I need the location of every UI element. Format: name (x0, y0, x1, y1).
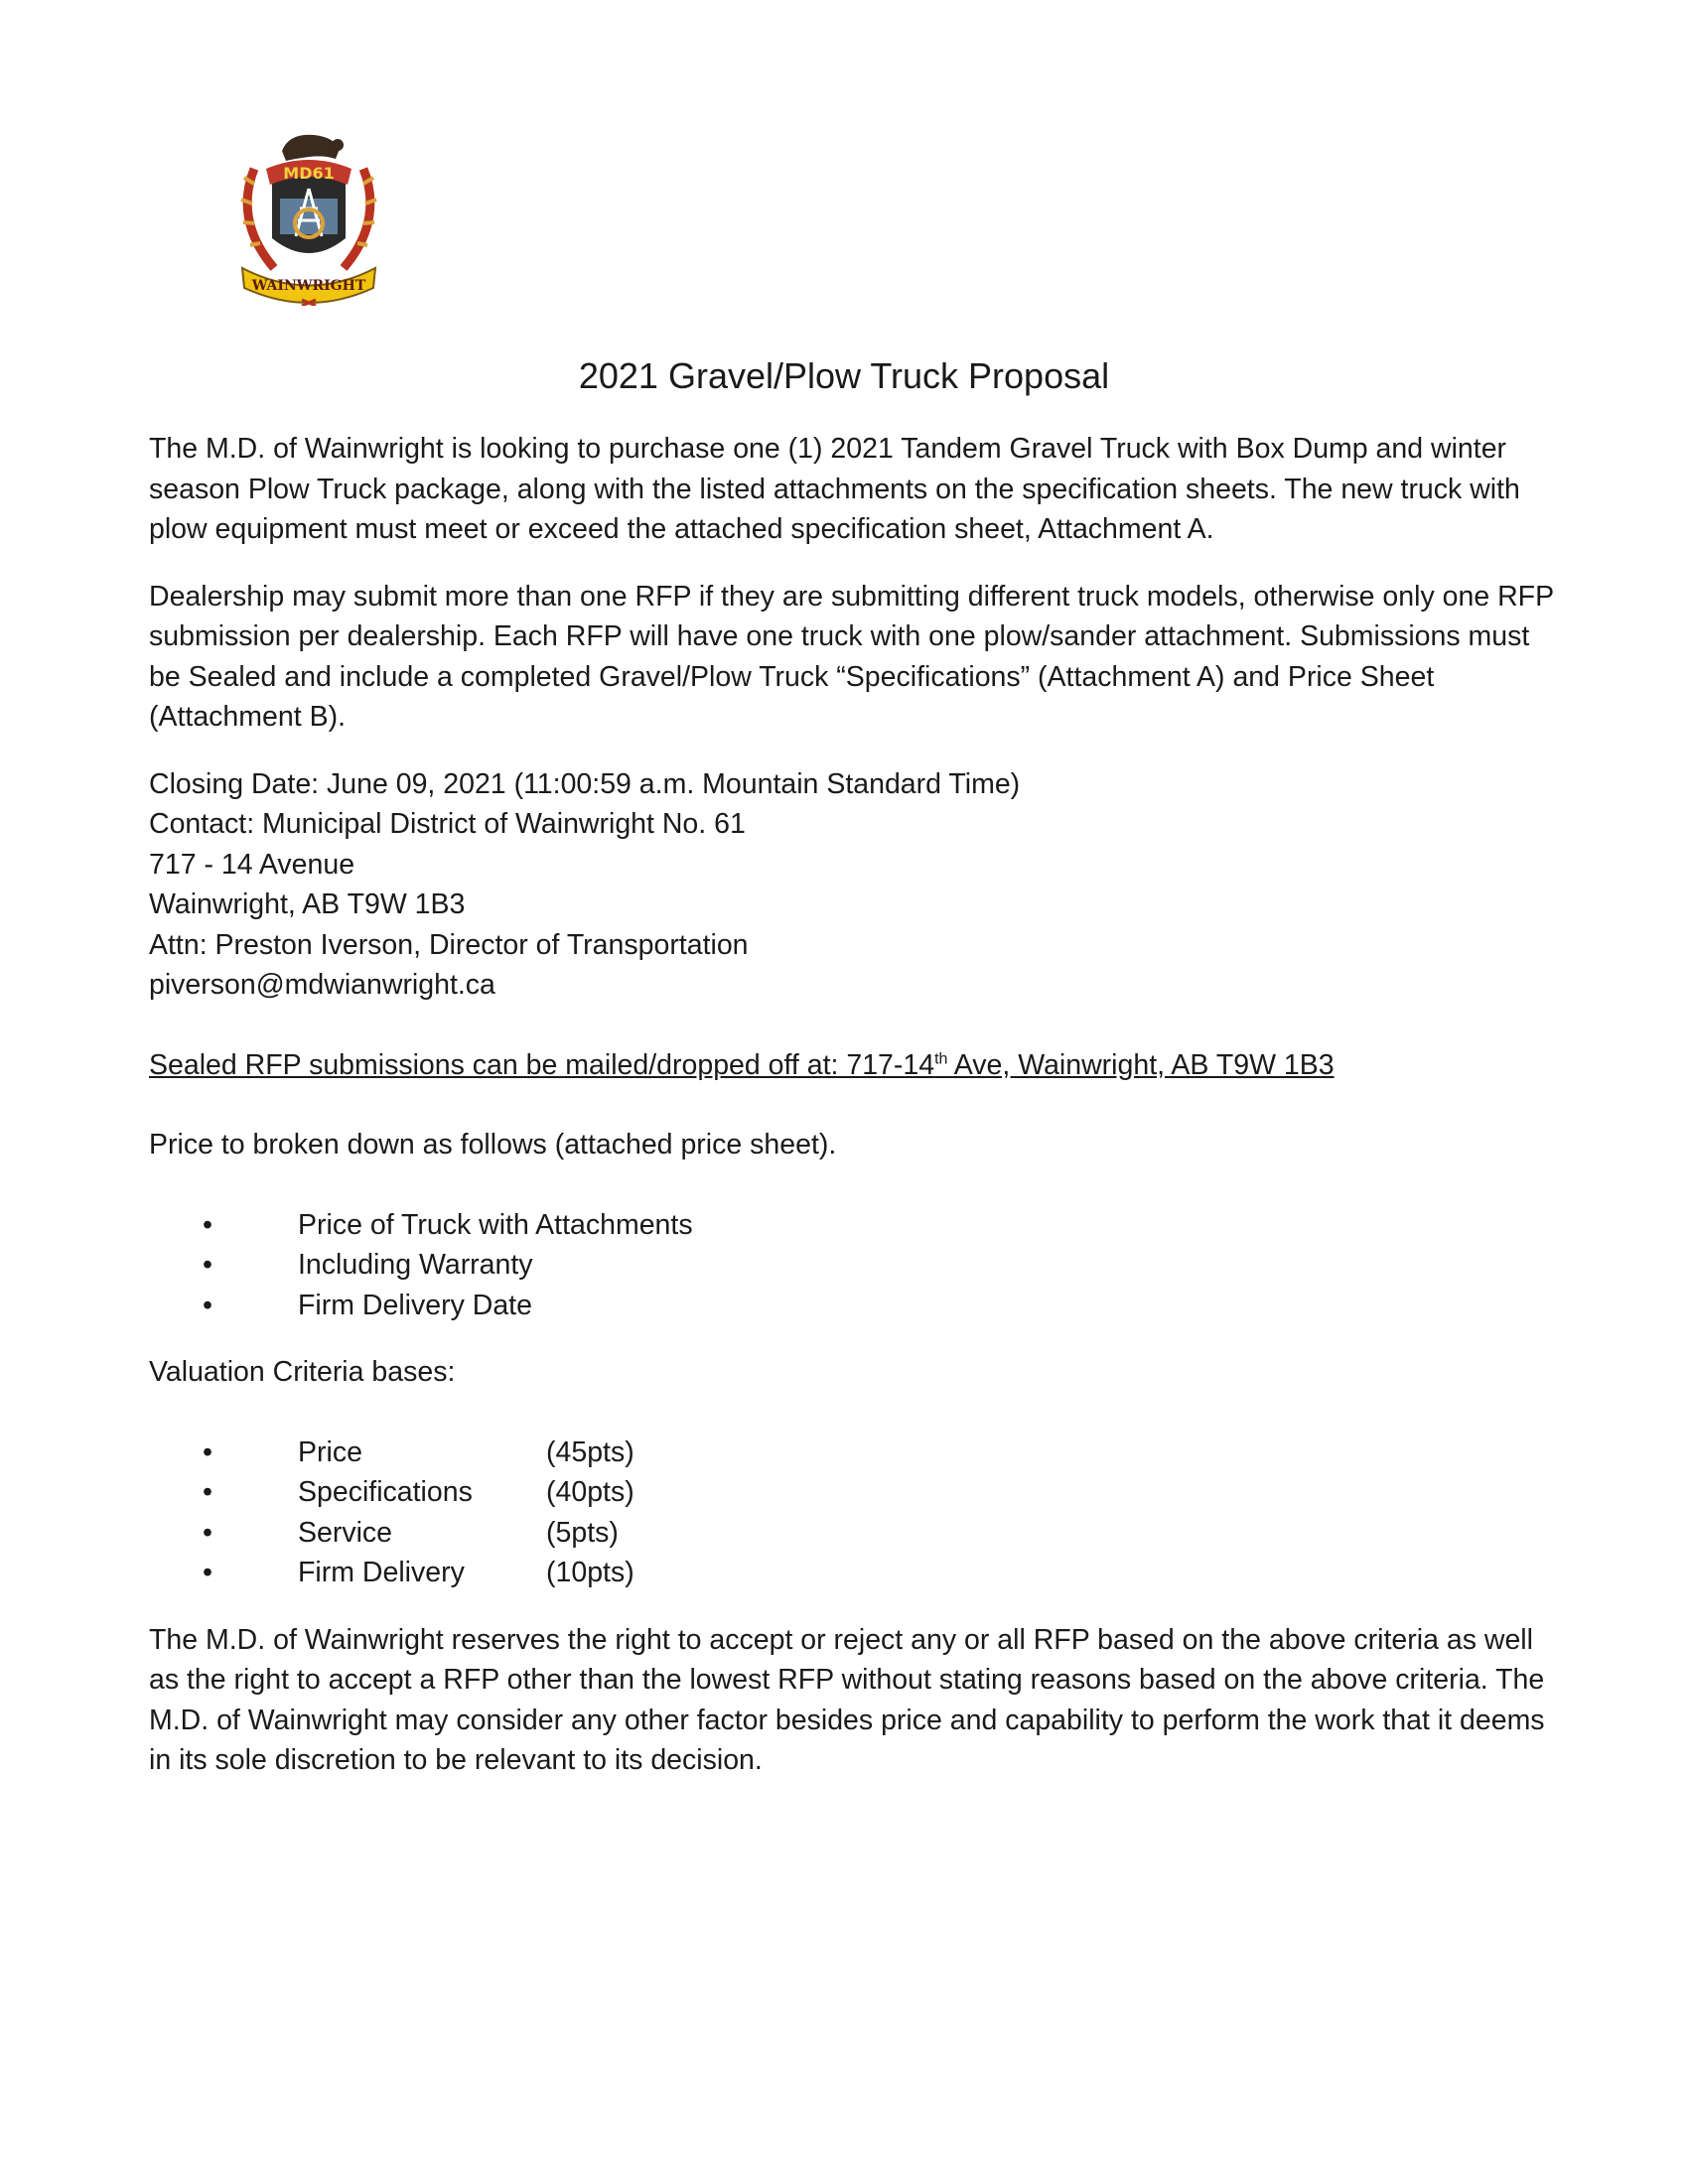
valuation-criteria-list (149, 1433, 1559, 1593)
criterion-label: Price (298, 1435, 362, 1468)
contact-name: Contact: Municipal District of Wainwright No. 61 (149, 808, 746, 840)
md-wainwright-logo (234, 129, 383, 306)
dealership-paragraph: Dealership may submit more than one RFP if they are submitting different truck models, otherwise only one RFP submission per dealership. Each RFP will have one truck with one plow/sander attachment. Submissions must be Sealed and include a completed Gravel/Plow Truck “Specifications” (Attachment A) and Price Sheet (Attachment B). (149, 580, 1554, 733)
list-item (149, 1245, 1559, 1286)
contact-email: piverson@mdwianwright.ca (149, 969, 495, 1001)
attention-line: Attn: Preston Iverson, Director of Transportation (149, 928, 749, 961)
criterion-points: (40pts) (546, 1476, 634, 1508)
list-item (149, 1205, 1559, 1246)
criterion-points: (5pts) (546, 1516, 619, 1549)
bullet: • (203, 1435, 212, 1468)
document-body (149, 429, 1559, 1781)
page-title: 2021 Gravel/Plow Truck Proposal (578, 355, 1110, 396)
contact-block (149, 764, 1559, 1006)
price-breakdown-list (149, 1205, 1559, 1326)
list-item (149, 1472, 1559, 1513)
sealed-text-before: Sealed RFP submissions can be mailed/dropped off at: 717-14 (149, 1048, 935, 1081)
criterion-label: Service (298, 1516, 393, 1549)
bullet: • (203, 1476, 212, 1508)
valuation-intro: Valuation Criteria bases: (149, 1356, 456, 1388)
list-item (149, 1433, 1559, 1473)
bullet: • (203, 1516, 212, 1549)
bullet: • (203, 1208, 212, 1241)
logo-bottom-text: WAINWRIGHT (251, 278, 366, 294)
sealed-submission-address (149, 1045, 1559, 1086)
intro-paragraph: The M.D. of Wainwright is looking to purchase one (1) 2021 Tandem Gravel Truck with Box Dump and winter season Plow Truck package, along with the listed attachments on the specification sheets. The new truck with plow equipment must meet or exceed the attached specification sheet, Attachment A. (149, 433, 1520, 545)
criterion-label: Firm Delivery (298, 1557, 465, 1588)
price-item-label: Price of Truck with Attachments (298, 1208, 693, 1241)
criterion-label: Specifications (298, 1476, 473, 1508)
address-line-2: Wainwright, AB T9W 1B3 (149, 888, 466, 920)
price-intro: Price to broken down as follows (attached price sheet). (149, 1129, 837, 1160)
sealed-superscript: th (934, 1050, 948, 1067)
price-item-label: Including Warranty (298, 1249, 533, 1281)
sealed-text-after: Ave, Wainwright, AB T9W 1B3 (947, 1048, 1335, 1081)
closing-date: Closing Date: June 09, 2021 (11:00:59 a.m. Mountain Standard Time) (149, 767, 1021, 800)
address-line-1: 717 - 14 Avenue (149, 848, 355, 881)
criterion-points: (45pts) (546, 1435, 634, 1468)
closing-paragraph: The M.D. of Wainwright reserves the right to accept or reject any or all RFP based on the above criteria as well as the right to accept a RFP other than the lowest RFP without stating reasons based on the above criteria. The M.D. of Wainwright may consider any other factor besides price and capability to perform the work that it deems in its sole discretion to be relevant to its decision. (149, 1623, 1545, 1776)
logo-top-text: MD61 (283, 164, 335, 183)
list-item (149, 1553, 1559, 1593)
bullet: • (203, 1557, 212, 1588)
list-item (149, 1286, 1559, 1326)
list-item (149, 1513, 1559, 1554)
criterion-points: (10pts) (546, 1557, 634, 1588)
bullet: • (203, 1249, 212, 1281)
bullet: • (203, 1289, 212, 1321)
price-item-label: Firm Delivery Date (298, 1289, 532, 1321)
